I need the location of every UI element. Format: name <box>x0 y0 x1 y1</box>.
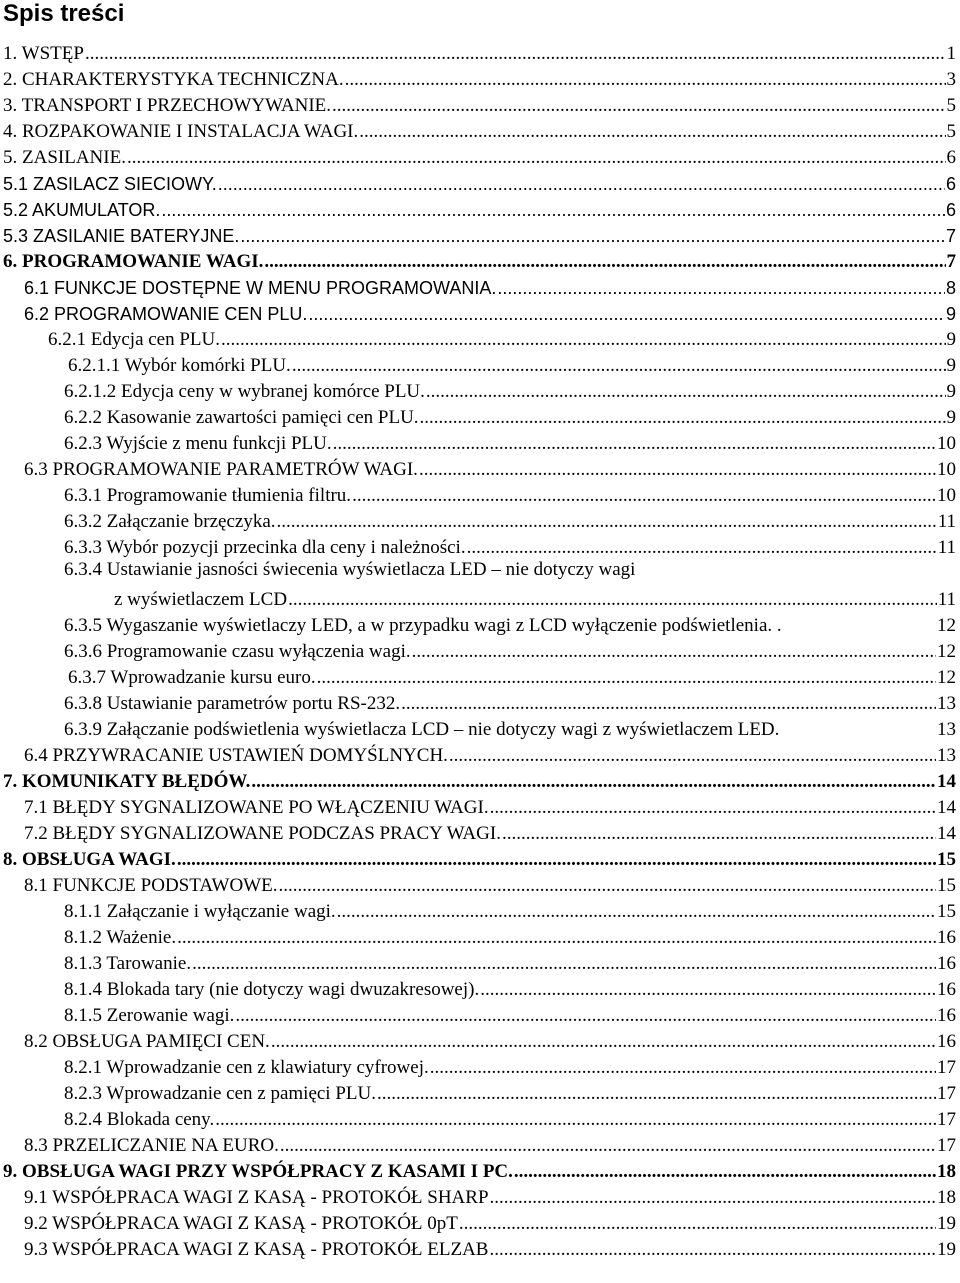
toc-entry[interactable] <box>0 429 960 455</box>
toc-entry[interactable] <box>0 923 960 949</box>
toc-entry-page: 14 <box>937 771 956 792</box>
toc-entry-page: 3 <box>946 69 956 90</box>
leader-dots <box>251 771 936 793</box>
toc-entry-text: 8.2.4 Blokada ceny. <box>64 1109 215 1130</box>
toc-entry[interactable] <box>0 1053 960 1079</box>
leader-dots <box>85 43 946 65</box>
toc-entry-page: 5 <box>946 95 956 116</box>
toc-entry-page: 18 <box>937 1161 956 1182</box>
leader-dots <box>127 147 946 169</box>
toc-entry[interactable] <box>0 169 960 195</box>
toc-entry-page: 1 <box>946 43 956 64</box>
toc-entry-page: 10 <box>937 485 956 506</box>
toc-entry[interactable] <box>0 377 960 403</box>
toc-entry-page: 13 <box>937 719 956 740</box>
leader-dots <box>288 589 937 611</box>
toc-entry-text: 8.1.3 Tarowanie. <box>64 953 192 974</box>
toc-entry[interactable] <box>0 1079 960 1105</box>
toc-entry-text: 9.3 WSPÓŁPRACA WAGI Z KASĄ - PROTOKÓŁ ELZAB <box>24 1239 489 1260</box>
toc-entry-text: 6.1 FUNKCJE DOSTĘPNE W MENU PROGRAMOWANIA. <box>24 278 497 298</box>
toc-entry-text: 9. OBSŁUGA WAGI PRZY WSPÓŁPRACY Z KASAMI I PC. <box>3 1161 513 1182</box>
toc-entry[interactable] <box>0 1131 960 1157</box>
toc-entry-text: 9.1 WSPÓŁPRACA WAGI Z KASĄ - PROTOKÓŁ SHARP <box>24 1187 489 1208</box>
toc-entry-page: 11 <box>937 537 956 558</box>
leader-dots <box>420 407 946 429</box>
toc-entry-page: 14 <box>937 823 956 844</box>
toc-entry-text: 8.2.3 Wprowadzanie cen z pamięci PLU. <box>64 1083 376 1104</box>
toc-entry-text: 6.3.8 Ustawianie parametrów portu RS-232. <box>64 693 401 714</box>
toc-entry-page: 13 <box>937 745 956 766</box>
toc-entry-text: 8. OBSŁUGA WAGI. <box>3 849 176 870</box>
toc-entry-text: 8.1.4 Blokada tary (nie dotyczy wagi dwuzakresowej). <box>64 979 480 1000</box>
toc-entry[interactable] <box>0 117 960 143</box>
leader-dots <box>497 277 945 299</box>
toc-entry[interactable] <box>0 949 960 975</box>
toc-entry-text: 6.2.3 Wyjście z menu funkcji PLU. <box>64 433 332 454</box>
toc-entry-page: 7 <box>945 226 956 246</box>
toc-entry[interactable] <box>0 1001 960 1027</box>
leader-dots <box>308 303 945 325</box>
toc-entry-text: 6.3.6 Programowanie czasu wyłączenia wagi. <box>64 641 411 662</box>
toc-entry-page: 16 <box>937 927 956 948</box>
toc-entry-text: 6.3.3 Wybór pozycji przecinka dla ceny i należności. <box>64 537 466 558</box>
toc-entry-text: 6.3.1 Programowanie tłumienia filtru. <box>64 485 352 506</box>
leader-dots <box>449 745 936 767</box>
toc-entry[interactable] <box>0 845 960 871</box>
toc-entry[interactable] <box>0 273 960 299</box>
leader-dots <box>352 485 936 507</box>
leader-dots <box>345 69 946 91</box>
leader-dots <box>490 797 936 819</box>
toc-entry-page: 17 <box>937 1057 956 1078</box>
leader-dots <box>337 901 936 923</box>
leader-dots <box>240 225 945 247</box>
toc-entry-text: 6.4 PRZYWRACANIE USTAWIEŃ DOMYŚLNYCH. <box>24 745 448 766</box>
leader-dots <box>192 953 936 975</box>
toc-entry-page: 8 <box>945 278 956 298</box>
toc-entry-page: 15 <box>937 901 956 922</box>
toc-entry[interactable] <box>0 1157 960 1183</box>
leader-dots <box>502 823 936 845</box>
leader-dots <box>489 1239 936 1261</box>
toc-entry[interactable] <box>0 637 960 663</box>
leader-dots <box>514 1161 936 1183</box>
toc-entry[interactable] <box>0 403 960 429</box>
toc-entry-text: 6.2.2 Kasowanie zawartości pamięci cen PLU. <box>64 407 419 428</box>
toc-entry[interactable] <box>0 871 960 897</box>
toc-entry-page: 12 <box>937 615 956 636</box>
toc-entry-text: 7. KOMUNIKATY BŁĘDÓW. <box>3 771 251 792</box>
toc-entry[interactable] <box>0 1235 960 1261</box>
toc-entry-page: 11 <box>937 511 956 532</box>
toc-entry-page: 17 <box>937 1135 956 1156</box>
toc-entry-text: 8.1.1 Załączanie i wyłączanie wagi. <box>64 901 336 922</box>
toc-entry-text: 6.3.9 Załączanie podświetlenia wyświetlacza LCD – nie dotyczy wagi z wyświetlaczem LED. <box>64 719 780 740</box>
toc-entry-page: 9 <box>946 407 956 428</box>
toc-entry[interactable] <box>0 143 960 169</box>
toc-entry[interactable] <box>0 663 960 689</box>
leader-dots <box>264 251 945 273</box>
toc-entry[interactable] <box>0 91 960 117</box>
toc-entry[interactable] <box>0 195 960 221</box>
toc-entry-text: 9.2 WSPÓŁPRACA WAGI Z KASĄ - PROTOKÓŁ 0pT <box>24 1213 458 1234</box>
toc-entry-text: 7.1 BŁĘDY SYGNALIZOWANE PO WŁĄCZENIU WAGI. <box>24 797 489 818</box>
toc-entry-page: 13 <box>937 693 956 714</box>
leader-dots <box>277 511 937 533</box>
toc-entry[interactable] <box>0 299 960 325</box>
toc-entry[interactable] <box>0 247 960 273</box>
leader-dots <box>412 641 936 663</box>
toc-entry-page: 6 <box>945 200 956 220</box>
toc-entry[interactable] <box>0 507 960 533</box>
leader-dots <box>177 927 936 949</box>
toc-entry[interactable] <box>0 611 960 637</box>
toc-entry-page: 9 <box>946 355 956 376</box>
toc-entry-text: 8.2.1 Wprowadzanie cen z klawiatury cyfrowej. <box>64 1057 429 1078</box>
leader-dots <box>419 459 936 481</box>
toc-entry-page: 17 <box>937 1083 956 1104</box>
leader-dots <box>271 1031 936 1053</box>
toc-entry-page: 17 <box>937 1109 956 1130</box>
toc-entry-page: 19 <box>937 1239 956 1260</box>
leader-dots <box>317 667 936 689</box>
leader-dots <box>292 355 946 377</box>
toc-entry-text: 6.2.1.1 Wybór komórki PLU. <box>68 355 291 376</box>
toc-entry[interactable] <box>0 65 960 91</box>
toc-entry-text: 6.3 PROGRAMOWANIE PARAMETRÓW WAGI. <box>24 459 418 480</box>
toc-entry-page: 9 <box>946 381 956 402</box>
toc-entry[interactable] <box>0 897 960 923</box>
leader-dots <box>377 1083 936 1105</box>
leader-dots <box>177 849 936 871</box>
leader-dots <box>332 95 945 117</box>
toc-entry[interactable] <box>0 351 960 377</box>
toc-entry-text: 8.3 PRZELICZANIE NA EURO. <box>24 1135 279 1156</box>
leader-dots <box>459 1213 936 1235</box>
leader-dots <box>215 1109 936 1131</box>
toc-entry-page: 10 <box>937 433 956 454</box>
toc-entry-text: 2. CHARAKTERYSTYKA TECHNICZNA. <box>3 69 344 90</box>
toc-entry-text: 3. TRANSPORT I PRZECHOWYWANIE. <box>3 95 332 116</box>
leader-dots <box>467 537 937 559</box>
toc-entry-text: 6.2.1.2 Edycja ceny w wybranej komórce PLU. <box>64 381 425 402</box>
toc-entry[interactable] <box>0 741 960 767</box>
toc-entry[interactable] <box>0 39 960 65</box>
toc-entry-page: 19 <box>937 1213 956 1234</box>
toc-entry[interactable] <box>0 793 960 819</box>
leader-dots <box>401 693 936 715</box>
leader-dots <box>490 1187 936 1209</box>
toc-entry-text: 6. PROGRAMOWANIE WAGI. <box>3 251 264 272</box>
toc-entry-text: 5.3 ZASILANIE BATERYJNE. <box>3 226 240 246</box>
toc-entry[interactable] <box>0 1027 960 1053</box>
leader-dots <box>161 199 945 221</box>
toc-entry-text: 6.3.4 Ustawianie jasności świecenia wyświetlacza LED – nie dotyczy wagi <box>64 559 636 580</box>
toc-entry[interactable] <box>0 1183 960 1209</box>
toc-entry-text: 5. ZASILANIE. <box>3 147 126 168</box>
toc-entry-page: 9 <box>945 304 956 324</box>
toc-entry[interactable] <box>0 559 960 581</box>
toc-entry[interactable] <box>0 455 960 481</box>
toc-entry-text: 8.2 OBSŁUGA PAMIĘCI CEN. <box>24 1031 270 1052</box>
toc-entry-page: 15 <box>937 849 956 870</box>
toc-entry-page: 9 <box>946 329 956 350</box>
toc-entry-text: 6.3.7 Wprowadzanie kursu euro. <box>68 667 316 688</box>
toc-entry-text: 4. ROZPAKOWANIE I INSTALACJA WAGI. <box>3 121 359 142</box>
toc-entry[interactable] <box>0 767 960 793</box>
toc-entry[interactable] <box>0 975 960 1001</box>
toc-entry-text: 5.2 AKUMULATOR. <box>3 200 161 220</box>
toc-entry[interactable] <box>0 533 960 559</box>
leader-dots <box>218 173 945 195</box>
leader-dots <box>280 1135 936 1157</box>
toc-entry-page: 15 <box>937 875 956 896</box>
toc-entry-text: 8.1.5 Zerowanie wagi. <box>64 1005 235 1026</box>
toc-entry-text: 8.1 FUNKCJE PODSTAWOWE. <box>24 875 278 896</box>
leader-dots <box>278 875 936 897</box>
toc-entry[interactable] <box>0 819 960 845</box>
toc-entry-page: 16 <box>937 953 956 974</box>
toc-entry-page: 16 <box>937 1005 956 1026</box>
toc-entry-page: 16 <box>937 1031 956 1052</box>
toc-entry-text: 6.2.1 Edycja cen PLU. <box>48 329 221 350</box>
toc-entry-text: 6.2 PROGRAMOWANIE CEN PLU. <box>24 304 308 324</box>
leader-dots <box>480 979 936 1001</box>
toc-entry[interactable] <box>0 1105 960 1131</box>
toc-entry-page: 12 <box>937 641 956 662</box>
toc-entry-text: 6.3.5 Wygaszanie wyświetlaczy LED, a w przypadku wagi z LCD wyłączenie podświetlenia. . <box>64 615 782 636</box>
leader-dots <box>430 1057 936 1079</box>
toc-entry[interactable] <box>0 481 960 507</box>
toc-entry-text: 5.1 ZASILACZ SIECIOWY. <box>3 174 217 194</box>
toc-entry-page: 7 <box>946 251 956 272</box>
toc-entry-page: 18 <box>937 1187 956 1208</box>
toc-entry-page: 11 <box>937 589 956 610</box>
toc-entry-page: 10 <box>937 459 956 480</box>
toc-entry-page: 14 <box>937 797 956 818</box>
toc-entry-page: 16 <box>937 979 956 1000</box>
toc-entry-page: 6 <box>945 174 956 194</box>
toc-entry-text: 6.3.2 Załączanie brzęczyka. <box>64 511 276 532</box>
leader-dots <box>221 329 945 351</box>
toc-entry[interactable] <box>0 581 960 611</box>
page-title: Spis treści <box>3 0 125 27</box>
toc-entry[interactable] <box>0 689 960 715</box>
toc-entry-text: 7.2 BŁĘDY SYGNALIZOWANE PODCZAS PRACY WAGI. <box>24 823 501 844</box>
toc-entry[interactable] <box>0 1209 960 1235</box>
toc-entry-text: 1. WSTĘP <box>3 43 84 64</box>
toc-entry-text: z wyświetlaczem LCD <box>114 589 288 610</box>
leader-dots <box>359 121 945 143</box>
toc-entry-page: 12 <box>937 667 956 688</box>
leader-dots <box>426 381 946 403</box>
toc-entry-text: 8.1.2 Ważenie. <box>64 927 177 948</box>
leader-dots <box>235 1005 936 1027</box>
toc-entry[interactable] <box>0 715 960 741</box>
toc-entry-page: 6 <box>946 147 956 168</box>
leader-dots <box>333 433 936 455</box>
toc-entry[interactable] <box>0 221 960 247</box>
toc-entry[interactable] <box>0 325 960 351</box>
toc-entry-page: 5 <box>946 121 956 142</box>
table-of-contents <box>0 39 960 1261</box>
